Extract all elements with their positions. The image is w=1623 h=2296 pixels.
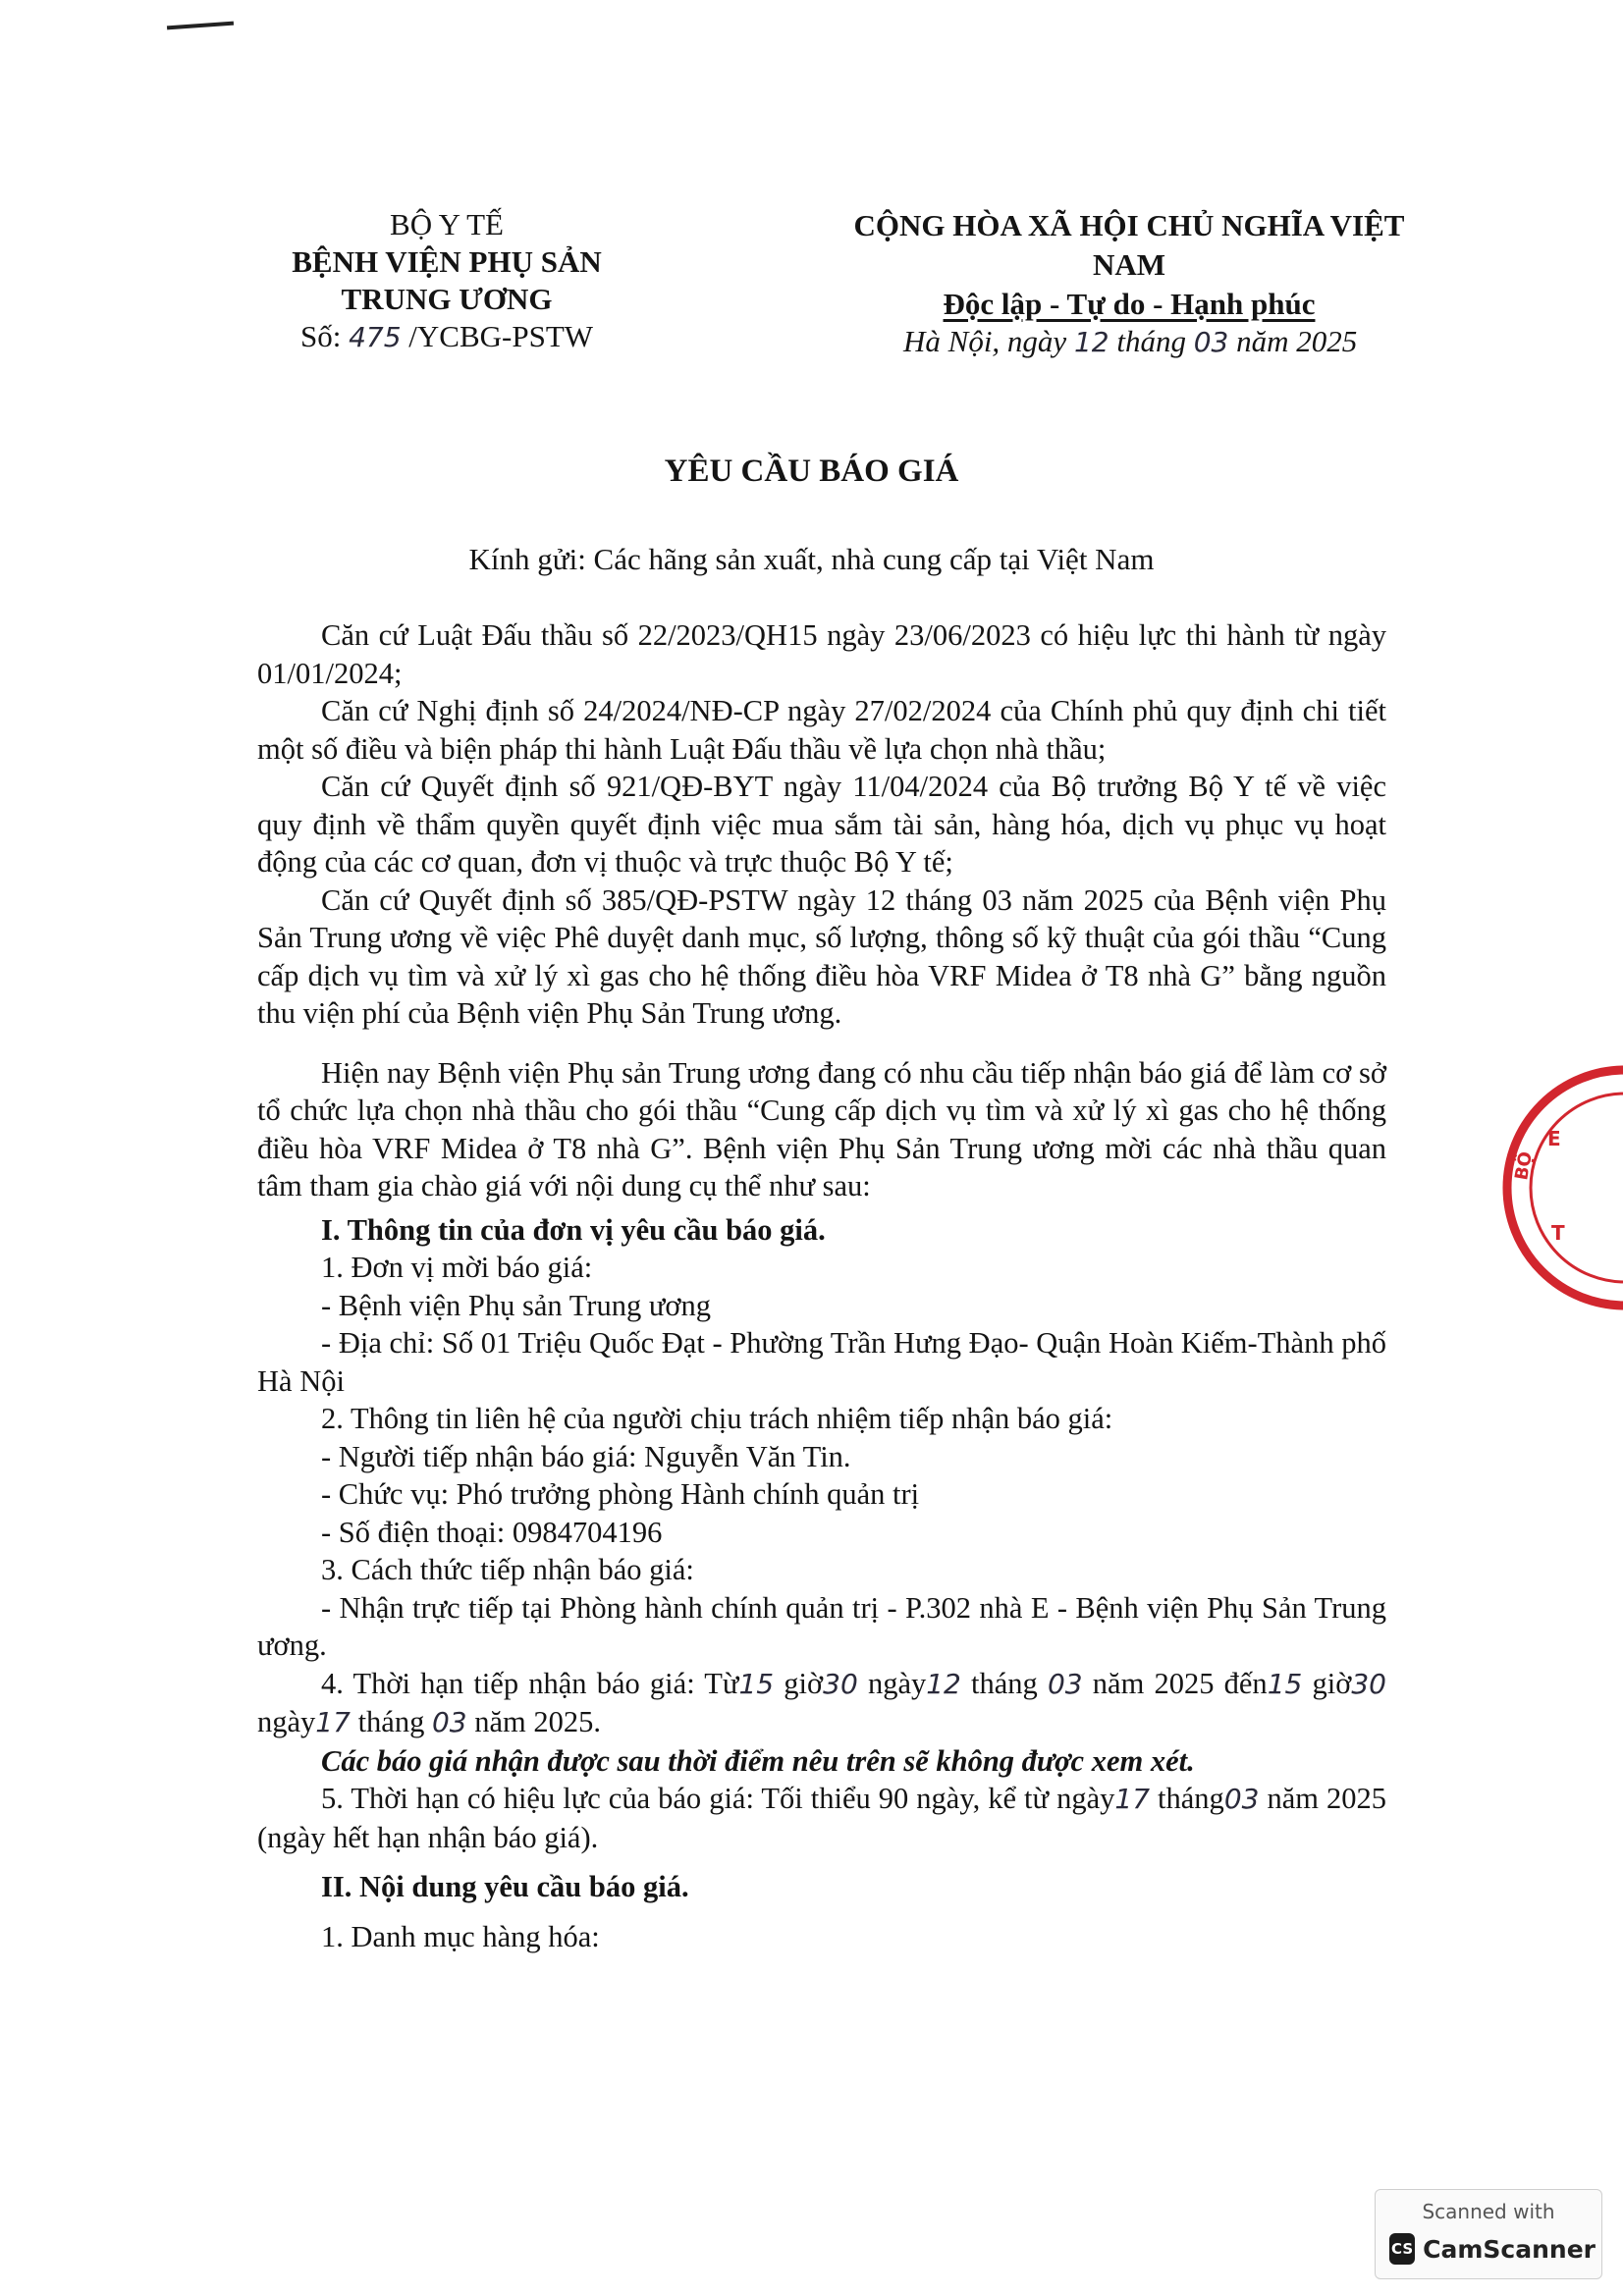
intro-paragraph: Hiện nay Bệnh viện Phụ sản Trung ương đang có nhu cầu tiếp nhận báo giá để làm cơ sở tổ chức lựa chọn nhà thầu cho gói thầu “Cung cấp dịch vụ tìm và xử lý xì gas cho hệ thống điều hòa VRF Midea ở T8 nhà G”. Bệnh viện Phụ Sản Trung ương mời các nhà thầu quan tâm tham gia chào giá với nội dung cụ thể như sau: <box>257 1055 1386 1202</box>
camscanner-name: CamScanner <box>1423 2234 1596 2264</box>
document-body <box>257 616 1386 1955</box>
receiver-position: - Chức vụ: Phó trưởng phòng Hành chính quản trị <box>321 1477 920 1511</box>
receiver-name: - Người tiếp nhận báo giá: Nguyễn Văn Tin. <box>321 1439 851 1473</box>
receiving-method: - Nhận trực tiếp tại Phòng hành chính quản trị - P.302 nhà E - Bệnh viện Phụ Sản Trung ương. <box>257 1590 1386 1662</box>
document-title: YÊU CẦU BÁO GIÁ <box>664 454 959 489</box>
legal-basis-4: Căn cứ Quyết định số 385/QĐ-PSTW ngày 12 tháng 03 năm 2025 của Bệnh viện Phụ Sản Trung ương về việc Phê duyệt danh mục, số lượng, thông số kỹ thuật của gói thầu “Cung cấp dịch vụ tìm và xử lý xì gas cho hệ thống điều hòa VRF Midea ở T8 nhà G” bằng nguồn thu viện phí của Bệnh viện Phụ Sản Trung ương. <box>257 882 1386 1030</box>
section-1-item-2: 2. Thông tin liên hệ của người chịu trách nhiệm tiếp nhận báo giá: <box>321 1402 1113 1435</box>
unit-name: - Bệnh viện Phụ sản Trung ương <box>321 1288 711 1322</box>
pen-mark <box>167 22 234 30</box>
section-2-item-1: 1. Danh mục hàng hóa: <box>321 1919 600 1953</box>
section-1-item-5: 5. Thời hạn có hiệu lực của báo giá: Tối thiểu 90 ngày, kể từ ngày17 tháng03 năm 2025 (ngày hết hạn nhận báo giá). <box>257 1782 1387 1854</box>
stamp-outer-ring <box>1507 1070 1623 1306</box>
unit-address: - Địa chỉ: Số 01 Triệu Quốc Đạt - Phường Trần Hưng Đạo- Quận Hoàn Kiếm-Thành phố Hà Nội <box>257 1326 1386 1398</box>
section-1-item-1: 1. Đơn vị mời báo giá: <box>321 1251 593 1284</box>
camscanner-badge <box>1375 2189 1602 2279</box>
date-line: Hà Nội, ngày 12 tháng 03 năm 2025 <box>903 324 1358 358</box>
legal-basis-1: Căn cứ Luật Đấu thầu số 22/2023/QH15 ngày 23/06/2023 có hiệu lực thi hành từ ngày 01/01/2024; <box>257 618 1386 690</box>
ministry-name: BỘ Y TẾ <box>390 207 504 241</box>
camscanner-logo-icon: CS <box>1389 2233 1415 2265</box>
stamp-text-e: E <box>1547 1127 1561 1150</box>
scanned-with-label: Scanned with <box>1422 2200 1555 2223</box>
national-header <box>815 206 1443 324</box>
document-number: Số: 475 /YCBG-PSTW <box>299 319 594 353</box>
section-2-heading: II. Nội dung yêu cầu báo giá. <box>321 1870 689 1903</box>
handwritten-month: 03 <box>1193 326 1229 358</box>
official-stamp <box>1473 1055 1623 1320</box>
stamp-text-t: T <box>1551 1221 1565 1245</box>
stamp-inner-ring <box>1531 1094 1623 1282</box>
hospital-name-line2: TRUNG ƯƠNG <box>341 282 553 316</box>
legal-basis-2: Căn cứ Nghị định số 24/2024/NĐ-CP ngày 27/02/2024 của Chính phủ quy định chi tiết một số điều và biện pháp thi hành Luật Đấu thầu về lựa chọn nhà thầu; <box>257 694 1386 766</box>
motto: Độc lập - Tự do - Hạnh phúc <box>943 287 1316 321</box>
handwritten-day: 12 <box>1073 326 1109 358</box>
handwritten-doc-number: 475 <box>349 321 402 353</box>
legal-basis-3: Căn cứ Quyết định số 921/QĐ-BYT ngày 11/04/2024 của Bộ trưởng Bộ Y tế về việc quy định về thẩm quyền quyết định việc mua sắm tài sản, hàng hóa, dịch vụ phục vụ hoạt động của các cơ quan, đơn vị thuộc và trực thuộc Bộ Y tế; <box>257 770 1386 879</box>
section-1-heading: I. Thông tin của đơn vị yêu cầu báo giá. <box>321 1212 826 1247</box>
hospital-name-line1: BỆNH VIỆN PHỤ SẢN <box>292 244 602 279</box>
late-submission-warning: Các báo giá nhận được sau thời điểm nêu trên sẽ không được xem xét. <box>321 1743 1195 1778</box>
receiver-phone: - Số điện thoại: 0984704196 <box>321 1515 663 1549</box>
section-1-item-3: 3. Cách thức tiếp nhận báo giá: <box>321 1553 694 1586</box>
issuer-block <box>226 206 668 356</box>
section-1-item-4: 4. Thời hạn tiếp nhận báo giá: Từ15 giờ30 ngày12 tháng 03 năm 2025 đến15 giờ30 ngày17 tháng 03 năm 2025. <box>257 1666 1386 1738</box>
stamp-text-bo: BỘ <box>1511 1149 1537 1182</box>
recipient-line: Kính gửi: Các hãng sản xuất, nhà cung cấp tại Việt Nam <box>468 542 1155 576</box>
country-name: CỘNG HÒA XÃ HỘI CHỦ NGHĨA VIỆT NAM <box>853 208 1405 282</box>
